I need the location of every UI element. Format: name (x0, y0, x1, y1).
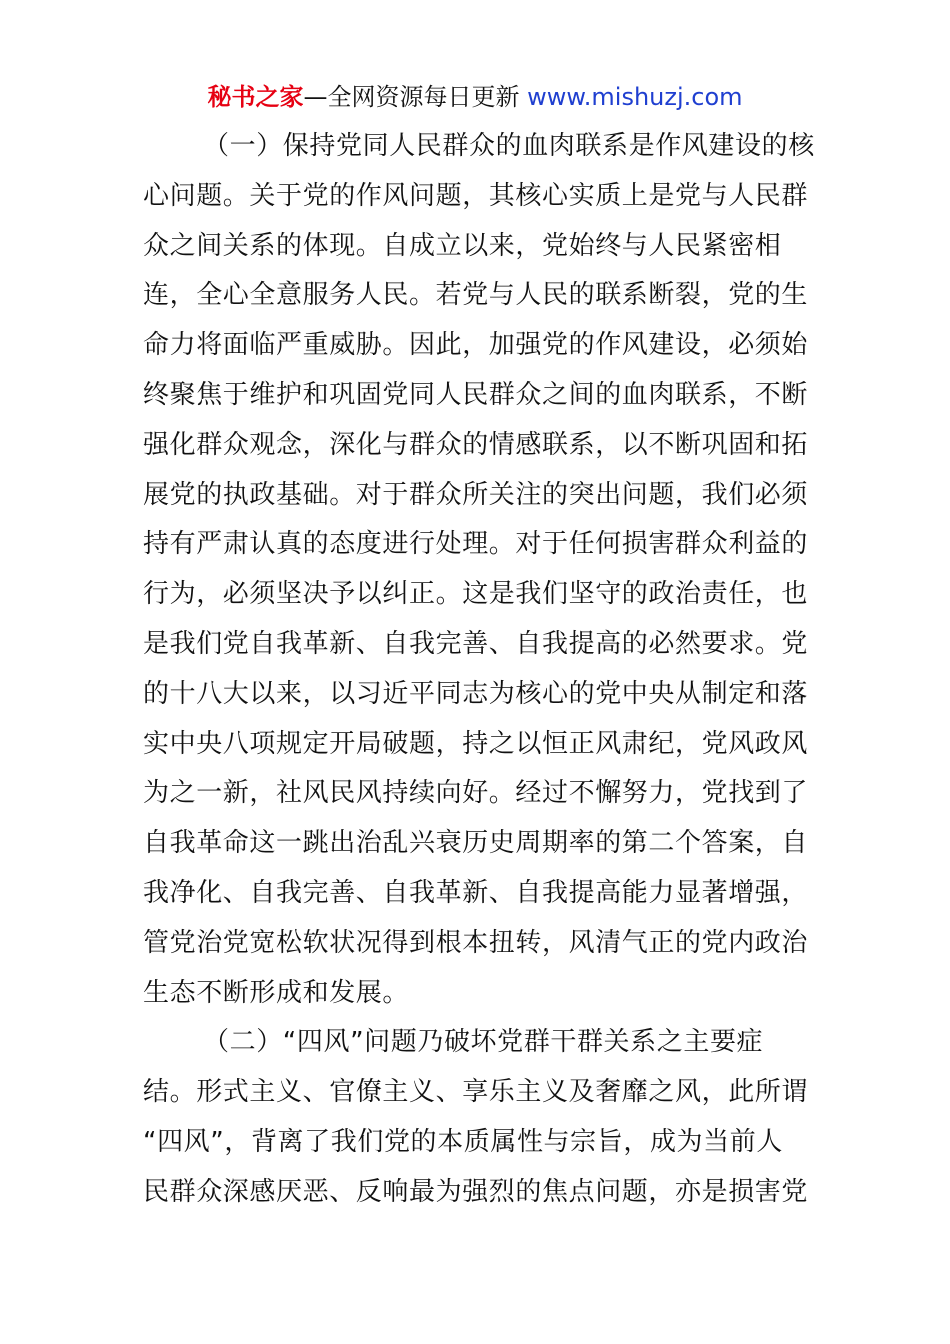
document-body (143, 122, 815, 1218)
paragraph-line: 终聚焦于维护和巩固党同人民群众之间的血肉联系，不断 (143, 379, 809, 410)
paragraph-2 (143, 1018, 808, 1217)
paragraph-line: 我净化、自我完善、自我革新、自我提高能力显著增强， (143, 877, 809, 908)
paragraph-line: （一）保持党同人民群众的血肉联系是作风建设的核 (203, 131, 815, 161)
paragraph-line: 连，全心全意服务人民。若党与人民的联系断裂，党的生 (143, 280, 809, 311)
paragraph-line: 众之间关系的体现。自成立以来，党始终与人民紧密相 (143, 230, 782, 261)
site-tagline: —全网资源每日更新 (303, 83, 520, 111)
paragraph-line: 自我革命这一跳出治乱兴衰历史周期率的第二个答案，自 (143, 828, 809, 859)
paragraph-line: 持有严肃认真的态度进行处理。对于任何损害群众利益的 (143, 529, 809, 560)
paragraph-line: 命力将面临严重威胁。因此，加强党的作风建设，必须始 (143, 330, 809, 361)
paragraph-line: 生态不断形成和发展。 (143, 977, 410, 1008)
site-url-link[interactable]: www.mishuzj.com (527, 83, 743, 111)
paragraph-line: 结。形式主义、官僚主义、享乐主义及奢靡之风，此所谓 (143, 1077, 809, 1108)
paragraph-line: 是我们党自我革新、自我完善、自我提高的必然要求。党 (143, 628, 809, 659)
site-brand: 秘书之家 (207, 83, 304, 111)
paragraph-1 (143, 122, 815, 1018)
site-header (0, 80, 950, 114)
paragraph-line: 展党的执政基础。对于群众所关注的突出问题，我们必须 (143, 479, 809, 510)
paragraph-line: 管党治党宽松软状况得到根本扭转，风清气正的党内政治 (143, 927, 809, 958)
paragraph-line: （二）“四风”问题乃破坏党群干群关系之主要症 (203, 1027, 764, 1058)
paragraph-line: “四风”，背离了我们党的本质属性与宗旨，成为当前人 (143, 1126, 783, 1157)
paragraph-line: 民群众深感厌恶、反响最为强烈的焦点问题，亦是损害党 (143, 1176, 809, 1207)
paragraph-line: 强化群众观念，深化与群众的情感联系，以不断巩固和拓 (143, 429, 809, 460)
paragraph-line: 的十八大以来，以习近平同志为核心的党中央从制定和落 (143, 678, 809, 709)
paragraph-line: 心问题。关于党的作风问题，其核心实质上是党与人民群 (143, 180, 809, 211)
paragraph-line: 为之一新，社风民风持续向好。经过不懈努力，党找到了 (143, 778, 809, 809)
paragraph-line: 实中央八项规定开局破题，持之以恒正风肃纪，党风政风 (143, 728, 809, 759)
paragraph-line: 行为，必须坚决予以纠正。这是我们坚守的政治责任，也 (143, 579, 809, 610)
